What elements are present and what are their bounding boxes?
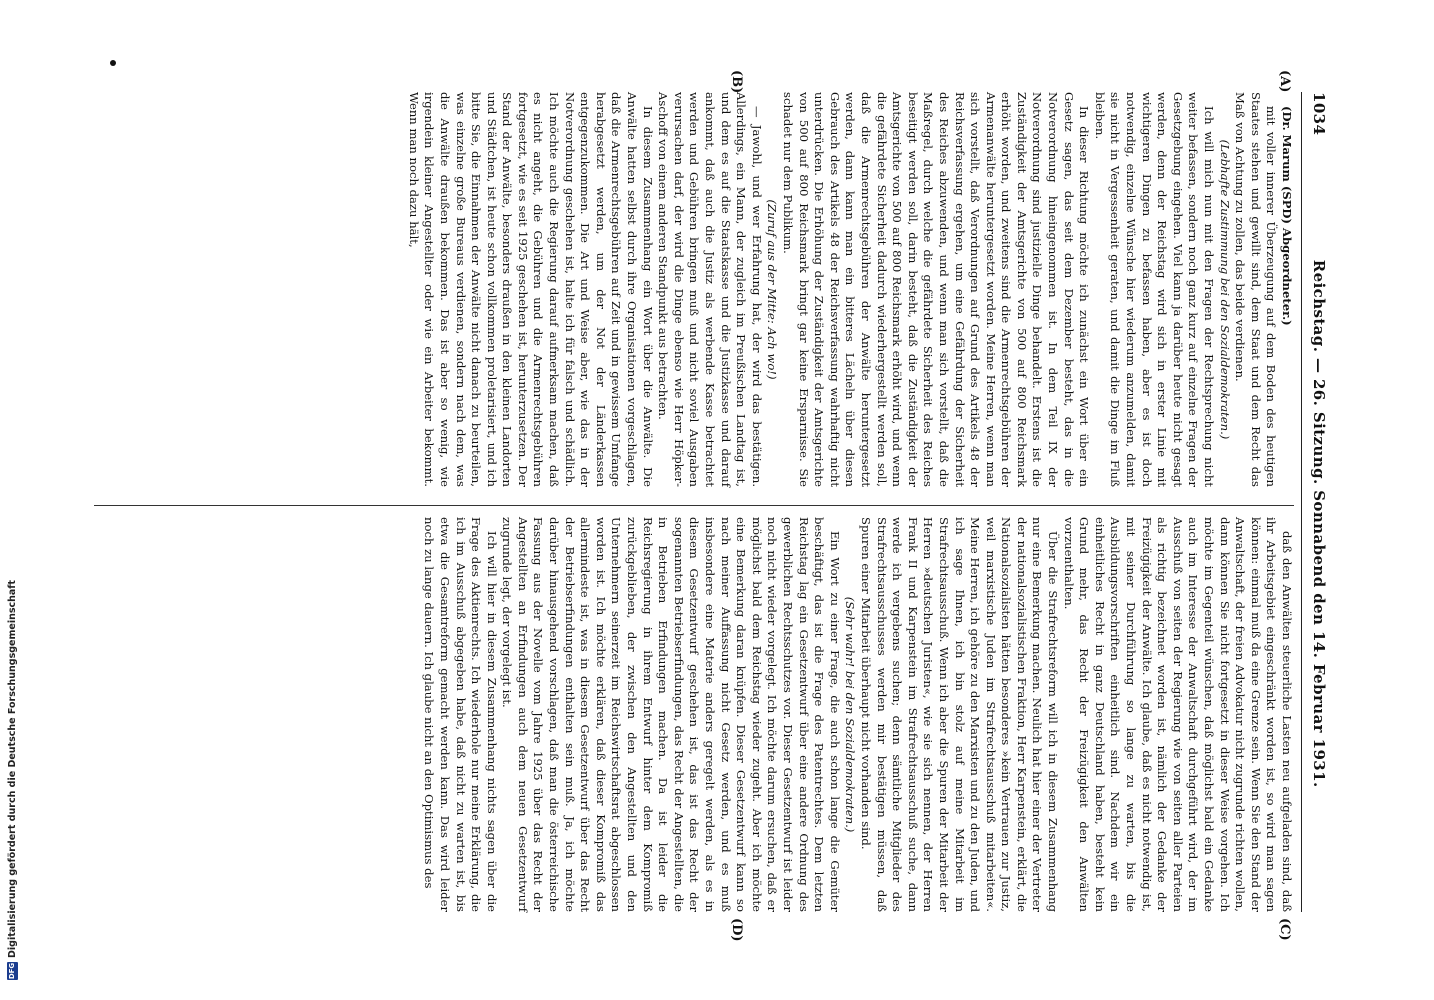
paragraph: — Jawohl, und wer Erfahrung hat, der wird das bestätigen. Allerdings, ein Mann, der zugleich im Preußischen Landtag ist, und dem es auf die Staatskasse und die Justizkasse und darauf ankommt, daß auch die Justiz als werbende Kasse betrachtet werden und Gebühren bringen muß und nicht soviel Ausgaben verursachen darf, der wird die Dinge ebenso wie Herr Höpker-Aschoff von einem anderen Standpunkt aus betrachten. [656, 92, 764, 487]
paragraph: Ein Wort zu einer Frage, die auch schon lange die Gemüter beschäftigt, das ist die Frage des Patentrechtes. Dem letzten Reichstag lag ein Gesetzentwurf über eine andere Ordnung des gewerblichen Rechtsschutzes vor. Dieser Gesetzentwurf ist leider noch nicht wieder vorgelegt. Ich möchte darum ersuchen, daß er möglichst bald dem Reichstag wieder zugeht. Aber ich möchte eine Bemerkung daran knüpfen. Dieser Gesetzentwurf kann so nach meiner Auffassung nicht Gesetz werden, und es muß insbesondere eine Materie anders geregelt werden, als es in diesem Gesetzentwurf geschehen ist, das ist das Recht der sogenannten Betriebserfindungen, das Recht der Angestellten, die in Betrieben Erfindungen machen. Da ist leider die Reichsregierung in ihrem Entwurf hinter dem Kompromiß zurückgeblieben, der zwischen den Angestellten und den Unternehmern seinerzeit im Reichswirtschaftsrat abgeschlossen worden ist. Ich möchte erklären, daß dieser Kompromiß das allermindeste ist, was in diesem Gesetzentwurf über das Recht der Betriebserfindungen enthalten sein muß. Ja, ich möchte darüber hinausgehend vorschlagen, daß man die österreichische Fassung aus der Novelle vom Jahre 1925 über das Recht der Angestellten an Erfindungen auch dem neuen Gesetzentwurf zugrunde legt, der vorgelegt ist. [500, 517, 842, 912]
paragraph: daß den Anwälten steuerliche Lasten neu aufgeladen sind, daß ihr Arbeitsgebiet eingeschränkt worden ist, so wird man sagen können: einmal muß da eine Grenze sein. Wenn Sie den Stand der Anwaltschaft, der freien Advokatur nicht zugrunde richten wollen, dann können Sie nicht fortgesetzt in dieser Weise vorgehen. Ich möchte im Gegenteil wünschen, daß möglichst bald ein Gedanke auch im Interesse der Anwaltschaft durchgeführt wird, der im Ausschuß von seiten der Regierung wie von seiten aller Parteien als richtig bezeichnet worden ist, nämlich der Gedanke der Freizügigkeit der Anwälte. Ich glaube, daß es nicht notwendig ist, mit seiner Durchführung so lange zu warten, bis die Ausbildungsvorschriften einheitlich sind. Nachdem wir ein einheitliches Recht in ganz Deutschland haben, besteht kein Grund mehr, das Recht der Freizügigkeit den Anwälten vorzuenthalten. [1061, 517, 1294, 912]
paragraph: mit voller innerer Überzeugung auf dem Boden des heutigen Staates stehen und gewillt sind, dem Staat und dem Recht das Maß von Achtung zu zollen, das beide verdienen. [1233, 92, 1279, 487]
paragraph: Über die Strafrechtsreform will ich in diesem Zusammenhang nur eine Bemerkung machen. Neulich hat hier einer der Vertreter der nationalsozialistischen Fraktion, Herr Karpenstein, erklärt, die Nationalsozialisten hätten besonderes »kein Vertrauen zur Justiz, weil marxistische Juden im Strafrechtsausschuß mitarbeiten«. Meine Herren, ich gehöre zu den Marxisten und zu den Juden, und ich sage Ihnen, ich bin stolz auf meine Mitarbeit im Strafrechtsausschuß. Wenn ich aber die Spuren der Mitarbeit der Herren »deutschen Juristen«, wie sie sich nennen, der Herren Frank II und Karpenstein im Strafrechtsausschuß suche, dann werde ich vergebens suchen; denn sämtliche Mitglieder des Strafrechtsausschusses werden mir bestätigen müssen, daß Spuren einer Mitarbeit überhaupt nicht vorhanden sind. [858, 517, 1061, 912]
margin-marker-a: (A) [1277, 70, 1292, 93]
paragraph: In diesem Zusammenhang ein Wort über die Anwälte. Die Anwälte hatten selbst durch ihre Organisationen vorgeschlagen, daß die Armenrechtsgebühren auf Zeit und in gewissem Umfange herabgesetzt werden, um der Not der Länderkassen entgegenzukommen. Die Art und Weise aber, wie das in der Notverordnung geschehen ist, halte ich für falsch und schädlich. Ich möchte auch die Regierung darauf aufmerksam machen, daß es nicht angeht, die Gebühren und die Armenrechtsgebühren fortgesetzt, wie es seit 1925 geschehen ist, herunterzusetzen. Der Stand der Anwälte, besonders draußen in den kleinen Landorten und Städtchen, ist heute schon vollkommen proletarisiert, und ich bitte Sie, die Einnahmen der Anwälte nicht danach zu beurteilen, was einzelne große Bureaus verdienen, sondern nach dem, was die Anwälte draußen bekommen. Das ist aber so wenig, wie irgendein kleiner Angestellter oder wie ein Arbeiter bekommt. Wenn man noch dazu hält, [406, 92, 655, 487]
page-title: Reichstag. — 26. Sitzung. Sonnabend den 14. Februar 1931. [1310, 259, 1328, 788]
interjection-note: (Sehr wahr! bei den Sozialdemokraten.) [843, 596, 858, 833]
header-rule [1301, 92, 1302, 912]
paragraph: In dieser Richtung möchte ich zunächst ein Wort über ein Gesetz sagen, das seit dem Dezember besteht, das in die Notverordnung hineingenommen ist. In dem Teil IX der Notverordnung sind justizielle Dinge behandelt. Erstens ist die Zuständigkeit der Amtsgerichte von 500 auf 800 Reichsmark erhöht worden, und zweitens sind die Armenrechtsgebühren der Armenanwälte heruntergesetzt worden. Meine Herren, wenn man sich vorstellt, daß Verordnungen auf Grund des Artikels 48 der Reichsverfassung ergehen, um eine Gefährdung der Sicherheit des Reiches abzuwenden, und wenn man sich vorstellt, daß die Maßregel, durch welche die gefährdete Sicherheit des Reiches beseitigt werden soll, darin besteht, daß die Zuständigkeit der Amtsgerichte von 500 auf 800 Reichsmark erhöht wird, und wenn die gefährdete Sicherheit dadurch wiederhergestellt werden soll, daß die Armenrechtsgebühren der Anwälte heruntergesetzt werden, dann kann man ein bitteres Lächeln über diesen Gebrauch des Artikels 48 der Reichsverfassung wahrhaftig nicht unterdrücken. Die Erhöhung der Zuständigkeit der Amtsgerichte von 500 auf 800 Reichsmark bringt gar keine Ersparnisse. Sie schadet nur dem Publikum. [781, 92, 1092, 487]
paragraph: Ich will mich nun mit den Fragen der Rechtsprechung nicht weiter befassen, sondern noch ganz kurz auf einzelne Fragen der Gesetzgebung eingehen. Viel kann ja darüber heute nicht gesagt werden, denn der Reichstag wird sich in erster Linie mit wichtigeren Dingen zu befassen haben, aber es ist doch notwendig, einzelne Wünsche hier wiederum anzumelden, damit sie nicht in Vergessenheit geraten, und damit die Dinge im Fluß bleiben. [1092, 92, 1217, 487]
column-divider [94, 505, 1294, 506]
margin-marker-c: (C) [1277, 918, 1292, 941]
speaker-line: (Dr. Marum (SPD) Abgeordneter.) [1280, 106, 1294, 326]
digitization-credit-text: Digitalisierung gefördert durch die Deutsche Forschungsgemeinschaft [6, 580, 18, 958]
right-column [421, 517, 1294, 912]
page-number: 1034 [1310, 92, 1328, 136]
digitization-credit [5, 20, 19, 980]
margin-marker-d: (D) [729, 918, 744, 942]
interjection-note: (Zuruf aus der Mitte: Ach wo!) [765, 199, 780, 380]
dfg-logo: DFG [7, 962, 16, 980]
paragraph: Ich will hier in diesem Zusammenhang nichts sagen über die Frage des Aktienrechts. Ich wiederhole nur meine Erklärung, die ich im Ausschuß abgegeben habe, daß nicht zu warten ist, bis etwa die Gesamtreform gemacht werden kann. Das wird leider noch zu lange dauern. Ich glaube nicht an den Optimismus des [422, 517, 499, 912]
interjection-note: (Lebhafte Zustimmung bei den Sozialdemokraten.) [1217, 139, 1232, 440]
page-header [1304, 92, 1334, 912]
left-column [405, 92, 1294, 487]
margin-marker-b: (B) [729, 70, 744, 94]
scan-mark [110, 60, 116, 66]
